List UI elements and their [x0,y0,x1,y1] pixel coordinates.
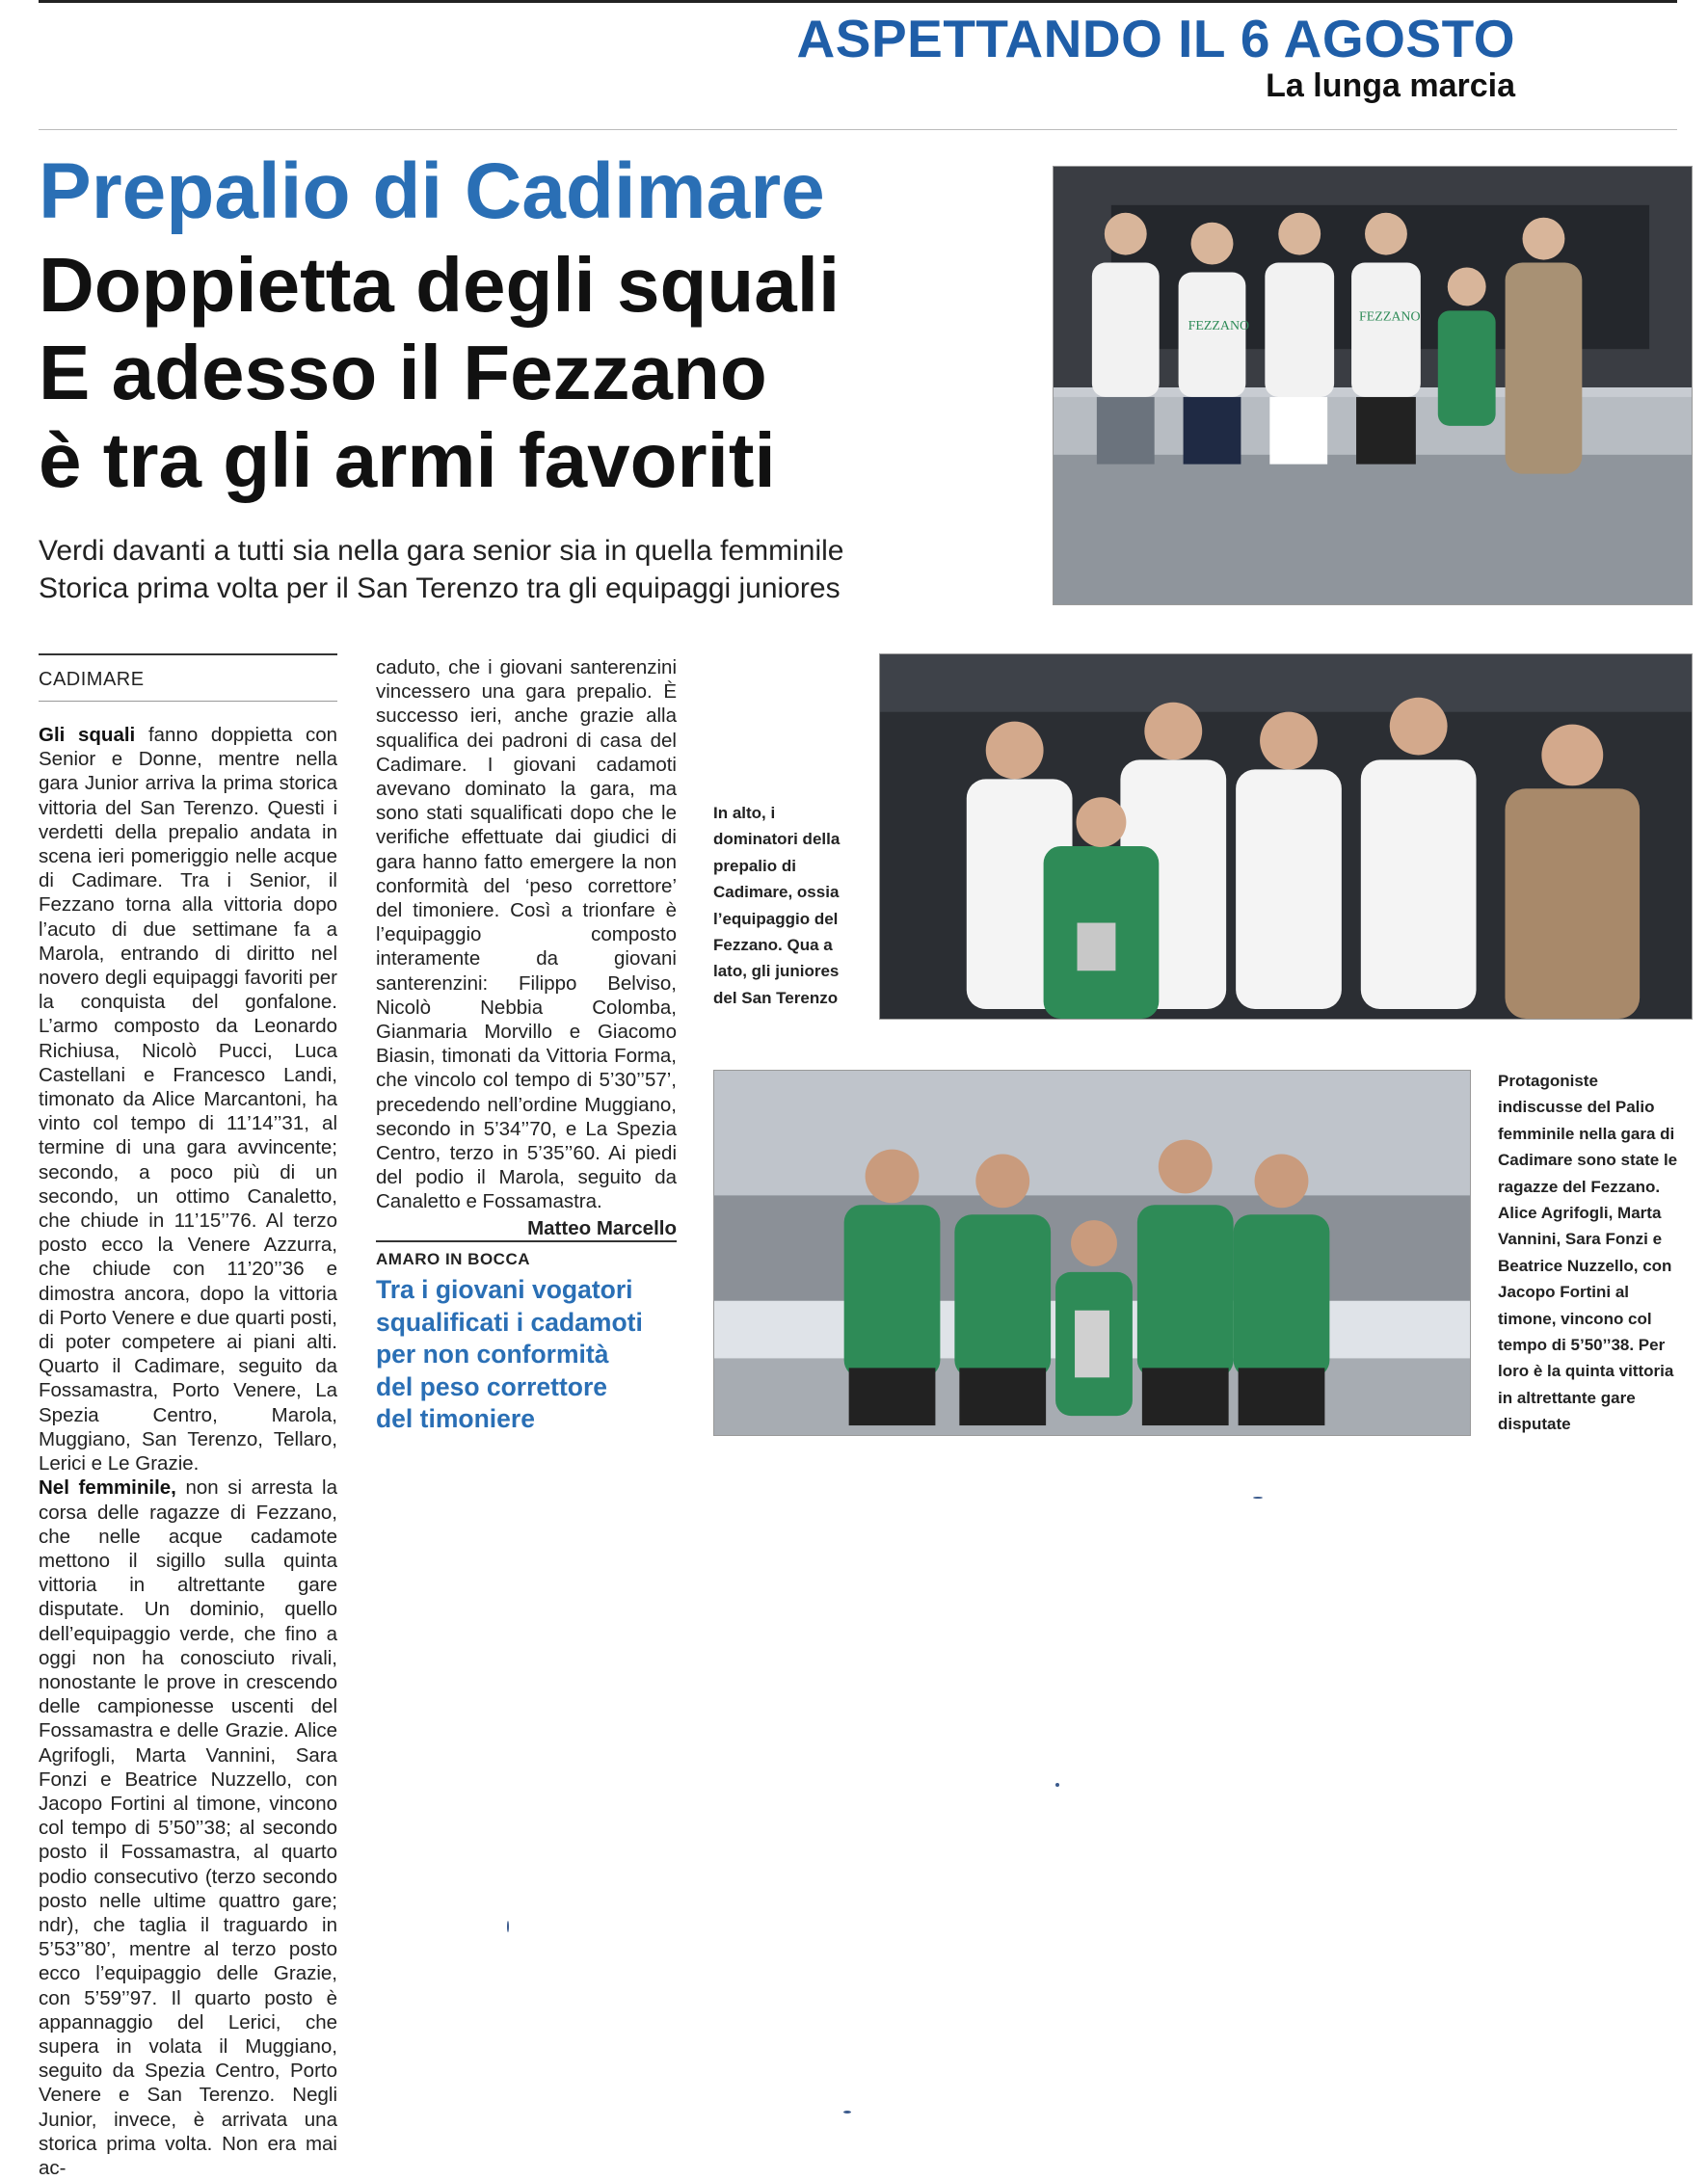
caption-line: Cadimare, ossia [713,883,840,902]
photo-junior-crew [879,653,1693,1020]
section-title: ASPETTANDO IL 6 AGOSTO [796,9,1515,68]
caption-line: tempo di 5’50’’38. Per [1498,1336,1666,1355]
caption-line: indiscusse del Palio [1498,1098,1655,1117]
caption-line: In alto, i [713,804,776,822]
svg-text:FEZZANO: FEZZANO [1188,319,1250,334]
sidebar-label: AMARO IN BOCCA [376,1250,530,1268]
top-rule [39,0,1677,3]
caption-line: dominatori della [713,830,841,849]
subhead-line: Storica prima volta per il San Terenzo tra gli equipaggi juniores [39,572,841,604]
caption-line: lato, gli juniores [713,962,840,981]
svg-text:FEZZANO: FEZZANO [1359,309,1421,325]
photo-caption-women [1498,1068,1691,1438]
scan-speck [507,1921,509,1932]
sidebar-pullquote [376,1274,684,1436]
caption-line: ragazze del Fezzano. [1498,1177,1661,1196]
caption-line: femminile nella gara di [1498,1124,1675,1143]
pullquote-line: del timoniere [376,1404,535,1433]
section-subtitle: La lunga marcia [1266,67,1515,104]
paragraph [39,1475,337,2180]
photo-women-crew [713,1070,1471,1436]
pullquote-line: squalificati i cadamoti [376,1307,643,1337]
scan-speck [843,2111,851,2114]
pullquote-line: per non conformità [376,1340,609,1369]
paragraph-text: fanno doppietta con Senior e Donne, mentre nella gara Junior arriva la prima storica vittoria del San Terenzo. Questi i verdetti della prepalio andata in scena ieri pomeriggio nelle acque di Cadimare. Tra i Senior, il Fezzano torna alla vittoria dopo l’acuto di due settimane fa a Marola, entrando di diritto nel novero degli equipaggi favoriti per la conquista del gonfalone. L’armo composto da Leonardo Richiusa, Nicolò Pucci, Luca Castellani e Francesco Landi, timonato da Alice Marcantoni, ha vinto col tempo di 11’14’’31, al termine di una gara avvincente; secondo, a poco più di un secondo, un ottimo Canaletto, che chiude in 11’15’’76. Al terzo posto ecco la Venere Azzurra, che chiude con 11’20’’36 e dimostra ancora, dopo la vittoria di Porto Venere e due quarti posti, di poter competere ai piani alti. Quarto il Cadimare, seguito da Fossamastra, Porto Venere, La Spezia Centro, Marola, Muggiano, San Terenzo, Tellaro, Lerici e Le Grazie. [39,724,337,1475]
dateline: CADIMARE [39,669,145,690]
caption-line: prepalio di [713,856,796,875]
caption-line: Vannini, Sara Fonzi e [1498,1230,1663,1249]
pullquote-line: Tra i giovani vogatori [376,1275,633,1304]
caption-line: loro è la quinta vittoria [1498,1362,1674,1381]
caption-line: Beatrice Nuzzello, con [1498,1256,1672,1275]
caption-line: Cadimare sono state le [1498,1151,1678,1170]
caption-line: Protagoniste [1498,1072,1598,1090]
author-byline: Matteo Marcello [527,1216,677,1239]
pullquote-line: del peso correttore [376,1371,608,1401]
photo-senior-crew-image [1054,167,1692,604]
dateline-divider [39,701,337,702]
caption-line: in altrettante gare [1498,1388,1636,1407]
paragraph-lead: Nel femminile, [39,1476,176,1500]
caption-line: l’equipaggio del [713,909,839,928]
subhead-line: Verdi davanti a tutti sia nella gara senior sia in quella femminile [39,535,844,567]
paragraph-text: caduto, che i giovani santerenzini vincessero una gara prepalio. È successo ieri, anche grazie alla squalifica dei padroni di casa del Cadimare. I giovani cadamoti avevano dominato la gara, ma sono stati squalificati dopo che le verifiche effettuate dai giudici di gara hanno fatto emergere la non conformità del ‘peso correttore’ del timoniere. Così a trionfare è l’equipaggio composto interamente da giovani santerenzini: Filippo Belviso, Nicolò Nebbia Colomba, Gianmaria Morvillo e Giacomo Biasin, timonati da Vittoria Forma, che vincolo col tempo di 5’30’’57’, precedendo nell’ordine Muggiano, secondo in 5’34’’70, e La Spezia Centro, terzo in 5’35’’60. Ai piedi del podio il Marola, seguito da Canaletto e Fossamastra. [376,656,677,1213]
photo-women-crew-image [714,1071,1470,1435]
paragraph [39,723,337,1475]
article-column-1 [39,723,337,2180]
photo-junior-crew-image [880,654,1692,1019]
headline-line: Doppietta degli squali [39,242,841,328]
paragraph-lead: Gli squali [39,724,136,746]
caption-line: Alice Agrifogli, Marta [1498,1204,1662,1223]
headline-line: E adesso il Fezzano [39,330,767,415]
sidebar-rule [376,1240,677,1242]
article-kicker: Prepalio di Cadimare [39,147,825,235]
caption-line: Fezzano. Qua a [713,936,833,955]
headline-line: è tra gli armi favoriti [39,417,776,503]
article-subheads [39,532,1051,607]
caption-line: disputate [1498,1415,1571,1434]
scan-speck [1253,1497,1263,1499]
photo-caption-juniors [713,800,867,1011]
caption-line: del San Terenzo [713,988,839,1007]
caption-line: timone, vincono col [1498,1309,1652,1328]
paragraph-text: non si arresta la corsa delle ragazze di Fezzano, che nelle acque cadamote mettono il sigillo sulla quinta vittoria in altrettante gare disputate. Un dominio, quello dell’equipaggio verde, che fino a oggi non ha conosciuto rivali, nonostante le prove in crescendo delle campionesse uscenti del Fossamastra e delle Grazie. Alice Agrifogli, Marta Vannini, Sara Fonzi e Beatrice Nuzzello, con Jacopo Fortini al timone, vincono col tempo di 5’50’’38; al secondo posto il Fossamastra, al quarto podio consecutivo (terzo secondo posto nelle ultime quattro gare; ndr), che taglia il traguardo in 5’53’’80’, mentre al terzo posto ecco l’equipaggio delle Grazie, con 5’59’’97. Il quarto posto è appannaggio del Lerici, che supera in volata il Muggiano, seguito da Spezia Centro, Porto Venere e San Terenzo. Negli Junior, invece, è arrivata una storica prima volta. Non era mai ac- [39,1476,337,2179]
header-divider [39,129,1677,130]
article-headline [39,241,1031,504]
caption-line: Jacopo Fortini al [1498,1283,1630,1302]
scan-speck [1055,1783,1059,1787]
article-column-2 [376,655,677,1240]
photo-senior-crew [1053,166,1693,605]
dateline-rule [39,653,337,655]
